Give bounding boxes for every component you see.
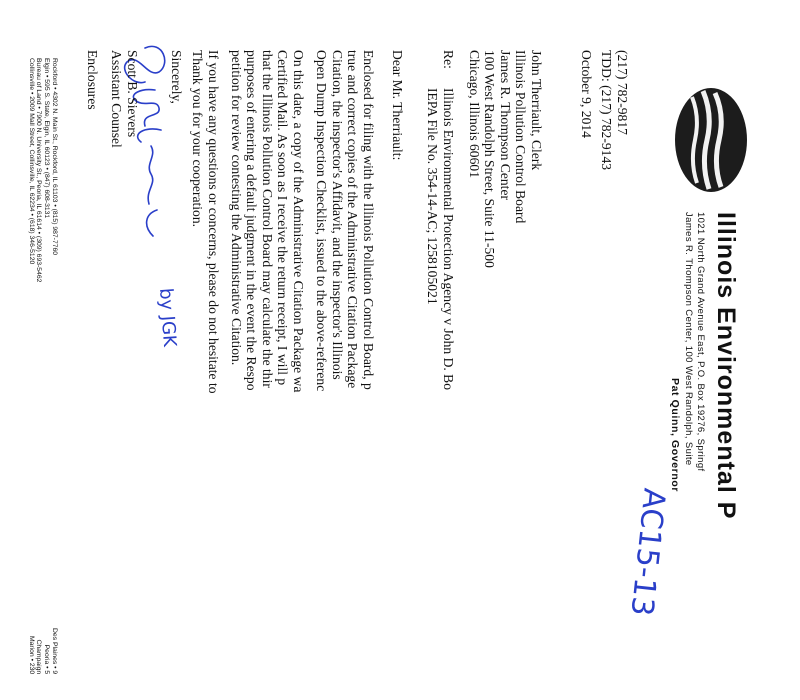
- footer-label: Rockford: [51, 0, 58, 28]
- enclosures-note: Enclosures: [85, 50, 100, 110]
- footer-line: Peoria • 5: [43, 644, 51, 675]
- paragraph-line: On this date, a copy of the Administrative Citation Package wa: [291, 50, 306, 393]
- footer-office-list-right: [27, 628, 58, 674]
- body-paragraph: [314, 50, 376, 391]
- paragraph-line: Thank you for your cooperation.: [190, 50, 206, 228]
- paragraph-line: If you have any questions or concerns, please do not hesitate to: [206, 50, 221, 394]
- footer-line: Rockford • 4302 N. Main St., Rockford, IL 61103 • (815) 987-7760: [51, 58, 58, 256]
- body-paragraph: [228, 50, 306, 392]
- recipient-line: John Therriault, Clerk: [529, 50, 544, 171]
- signer-block: [109, 50, 140, 148]
- paragraph-line: Open Dump Inspection Checklist, issued to the above-referenc: [314, 50, 330, 392]
- paragraph-line: Enclosed for filing with the Illinois Pollution Control Board, p: [361, 50, 376, 390]
- handwritten-initials: by JGK: [154, 287, 181, 348]
- contact-block: [599, 50, 630, 170]
- footer-line: Marion • 230: [27, 635, 35, 675]
- phone-number: (217) 782-9817: [615, 50, 630, 135]
- paragraph-line: that the Illinois Pollution Control Board may calculate the thir: [259, 50, 275, 388]
- re-label: Re:: [441, 50, 456, 69]
- footer-line: Bureau of Land • 7900 N. University St., Peoria, IL 61614 • (309) 693-5462: [35, 58, 43, 283]
- paragraph-line: true and correct copies of the Administrative Citation Package: [345, 50, 361, 389]
- letter-date: October 9, 2014: [579, 50, 594, 138]
- recipient-line: Illinois Pollution Control Board: [513, 50, 529, 224]
- paragraph-line: purposes of entering a default judgment in the event the Respo: [244, 50, 260, 391]
- body-paragraph: [190, 50, 221, 394]
- footer-line: Des Plaines • 9: [51, 628, 58, 675]
- agency-address-line-1: 1021 North Grand Avenue East, P.O. Box 19276, Springf: [695, 212, 706, 472]
- recipient-line: James R. Thompson Center: [497, 50, 513, 201]
- closing: Sincerely,: [169, 50, 184, 104]
- salutation: Dear Mr. Therriault:: [390, 50, 405, 161]
- footer-office-list: [27, 58, 58, 282]
- agency-name: Illinois Environmental P: [712, 212, 740, 520]
- paragraph-line: Certified Mail. As soon as I receive the return receipt, I will p: [275, 50, 291, 386]
- footer-line: Champaign: [35, 639, 43, 675]
- footer-left-labels: [50, 0, 58, 27]
- re-subject-line: IEPA File No. 354-14-AC; 1258105021: [425, 88, 441, 305]
- recipient-line: Chicago, Illinois 60601: [466, 50, 482, 178]
- tdd-number: TDD: (217) 782-9143: [599, 50, 615, 171]
- paragraph-line: Citation, the inspector's Affidavit, and the inspector's Illinois: [329, 50, 345, 380]
- recipient-address: [466, 50, 544, 268]
- re-subject: [425, 88, 456, 390]
- re-subject-line: Illinois Environmental Protection Agency v John D. Bo: [441, 88, 456, 391]
- signer-title: Assistant Counsel: [109, 50, 125, 148]
- footer-line: Collinsville • 2009 Mall Street, Collinsville, IL 62234 • (618) 346-5120: [27, 58, 35, 265]
- handwritten-file-number: AC15-13: [623, 486, 672, 618]
- agency-logo-icon: [672, 85, 750, 195]
- paragraph-line: petition for review contesting the Administrative Citation.: [228, 50, 244, 366]
- agency-address-line-2: James R. Thompson Center, 100 West Randolph, Suite: [683, 212, 694, 466]
- footer-line: Elgin • 595 S. State, Elgin, IL 60123 • (847) 608-3131: [43, 58, 51, 219]
- recipient-line: 100 West Randolph Street, Suite 11-500: [482, 50, 498, 268]
- signer-name: Scott B. Sievers: [125, 50, 140, 138]
- governor-name: Pat Quinn, Governor: [669, 378, 681, 493]
